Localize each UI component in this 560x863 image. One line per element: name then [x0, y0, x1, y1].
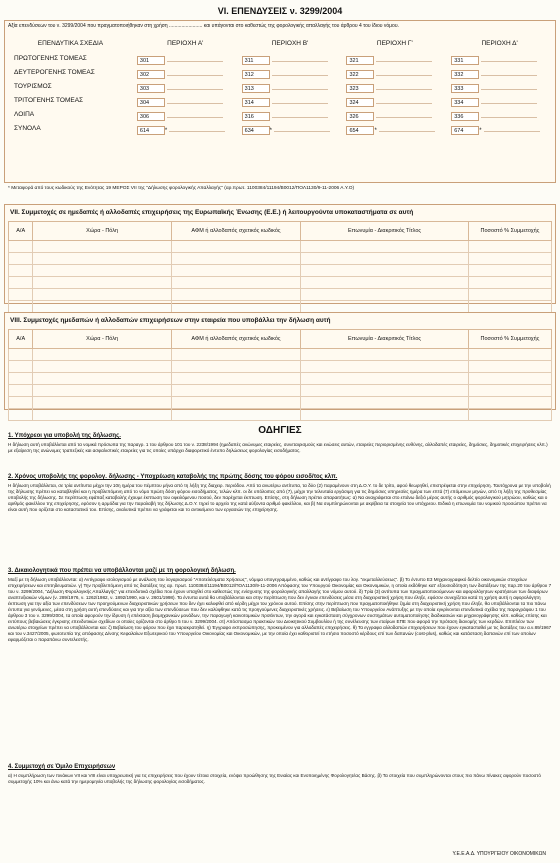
entry-cell[interactable] [468, 361, 551, 373]
section6-title: VI. ΕΠΕΝΔΥΣΕΙΣ ν. 3299/2004 [217, 6, 343, 16]
entry-cell[interactable] [468, 265, 551, 277]
amount-field[interactable] [481, 94, 537, 104]
row-label: ΛΟΙΠΑ [14, 110, 35, 118]
field-code: 321 [346, 56, 374, 65]
field-code: 306 [137, 112, 165, 121]
entry-cell[interactable] [9, 253, 33, 265]
entry-cell[interactable] [33, 241, 171, 253]
amount-field[interactable] [169, 122, 225, 132]
column-header: ΑΦΜ ή αλλοδαπός σχετικός κωδικός [171, 222, 300, 241]
table-row [9, 409, 552, 421]
entry-cell[interactable] [301, 385, 469, 397]
entry-cell[interactable] [171, 277, 300, 289]
table-header-cell: ΠΕΡΙΟΧΗ Α' [167, 39, 204, 47]
entry-cell[interactable] [9, 277, 33, 289]
row-label: ΠΡΩΤΟΓΕΝΗΣ ΤΟΜΕΑΣ [14, 54, 87, 62]
table-header-cell: ΕΠΕΝΔΥΤΙΚΑ ΣΧΕΔΙΑ [37, 39, 104, 47]
column-header: Επωνυμία - Διακριτικός Τίτλος [301, 222, 469, 241]
field-code: 333 [451, 84, 479, 93]
table-row [9, 385, 552, 397]
entry-cell[interactable] [468, 397, 551, 409]
amount-field[interactable] [481, 80, 537, 90]
asterisk-mark: * [374, 127, 377, 134]
amount-field[interactable] [167, 66, 223, 76]
entry-cell[interactable] [301, 265, 469, 277]
table-header-cell: ΠΕΡΙΟΧΗ Δ' [481, 39, 518, 47]
entry-cell[interactable] [301, 301, 469, 313]
asterisk-mark: * [269, 127, 273, 134]
entry-cell[interactable] [468, 385, 551, 397]
table-row [9, 265, 552, 277]
section7-title: VII. Συμμετοχές σε ημεδαπές ή αλλοδαπές επιχειρήσεις της Ευρωπαϊκής Ένωσης (Ε.Ε.) ή λειτουργούντα υποκαταστήματα σε αυτή [10, 209, 414, 216]
table-row [8, 65, 552, 79]
amount-field[interactable] [481, 66, 537, 76]
field-code: 304 [137, 98, 165, 107]
field-code: 323 [346, 84, 374, 93]
entry-cell[interactable] [33, 301, 171, 313]
field-code: 313 [242, 84, 270, 93]
instr-heading-4: 4. Συμμετοχή σε Όμιλο Επιχειρήσεων [8, 764, 116, 770]
table-row [9, 361, 552, 373]
entry-cell[interactable] [33, 409, 171, 421]
entry-cell[interactable] [9, 385, 33, 397]
entry-cell[interactable] [33, 361, 171, 373]
entry-cell[interactable] [33, 277, 171, 289]
amount-field[interactable] [167, 52, 223, 62]
entry-cell[interactable] [171, 253, 300, 265]
entry-cell[interactable] [468, 373, 551, 385]
amount-field[interactable] [379, 122, 435, 132]
entry-cell[interactable] [301, 253, 469, 265]
table-header-cell: ΠΕΡΙΟΧΗ Β' [271, 39, 309, 47]
entry-cell[interactable] [301, 397, 469, 409]
entry-cell[interactable] [171, 349, 300, 361]
entry-cell[interactable] [171, 373, 300, 385]
row-label: ΤΡΙΤΟΓΕΝΗΣ ΤΟΜΕΑΣ [14, 96, 84, 104]
field-code: 302 [137, 70, 165, 79]
entry-cell[interactable] [468, 349, 551, 361]
investments-table [8, 35, 552, 135]
entry-cell[interactable] [33, 253, 171, 265]
field-code: 326 [346, 112, 374, 121]
entry-cell[interactable] [468, 301, 551, 313]
entry-cell[interactable] [9, 361, 33, 373]
section8-title: VIII. Συμμετοχές ημεδαπών ή αλλοδαπών επιχειρήσεων στην εταιρεία που υποβάλλει την δήλωση αυτή [10, 317, 331, 324]
table-row [9, 277, 552, 289]
table-row [9, 253, 552, 265]
entry-cell[interactable] [9, 265, 33, 277]
entry-cell[interactable] [9, 241, 33, 253]
amount-field[interactable] [272, 94, 328, 104]
entry-cell[interactable] [171, 397, 300, 409]
entry-cell[interactable] [171, 385, 300, 397]
entry-cell[interactable] [171, 361, 300, 373]
entry-cell[interactable] [9, 397, 33, 409]
entry-cell[interactable] [33, 289, 171, 301]
entry-cell[interactable] [9, 301, 33, 313]
column-header: Ποσοστό % Συμμετοχής [468, 330, 551, 349]
amount-field[interactable] [484, 122, 540, 132]
amount-field[interactable] [272, 108, 328, 118]
amount-field[interactable] [167, 80, 223, 90]
entry-cell[interactable] [301, 289, 469, 301]
entry-cell[interactable] [171, 301, 300, 313]
field-code: 634 [242, 126, 270, 135]
column-header: Α/Α [9, 330, 33, 349]
field-code: 303 [137, 84, 165, 93]
table-row [8, 51, 552, 65]
entry-cell[interactable] [9, 409, 33, 421]
field-code: 322 [346, 70, 374, 79]
footer: Υ.Ε.Ε.Α.Δ. ΥΠΟΥΡΓΕΙΟΥ ΟΙΚΟΝΟΜΙΚΩΝ [452, 851, 546, 857]
entry-cell[interactable] [301, 241, 469, 253]
amount-field[interactable] [167, 94, 223, 104]
entry-cell[interactable] [301, 409, 469, 421]
field-code: 614 [137, 126, 165, 135]
table-row [8, 79, 552, 93]
entry-cell[interactable] [301, 361, 469, 373]
table-row [9, 373, 552, 385]
row-label: ΔΕΥΤΕΡΟΓΕΝΗΣ ΤΟΜΕΑΣ [14, 68, 95, 76]
instr-para-2: Η δήλωση υποβάλλεται, σε τρία αντίτυπα μέχρι την 10η ημέρα του πέμπτου μήνα από τη λήξη της διαχειρ. περιόδου. Από τα ανωτέρω αντίτυπα, τα δύο (2) παραμένουν στη Δ.Ο.Υ. το δε τρίτο, αφού θεωρηθεί, επιστρέφεται στην επιχείρηση. Ταυτόχρονα με την υποβολή της δήλωσης πρέπει να καταβληθεί και η προβλεπόμενη από το νόμο πρώτη δόση φόρου εισοδήματος, τελών κλπ. οι δε υπόλοιπες από (7), μέχρι την τελευταία εργάσιμη για τις δημόσιες υπηρεσίες ημέρα των επτά (7) επόμενων μηνών, από τη λήξη της προθεσμίας υποβολής της δήλωσης. Σε περίπτωση εφάπαξ καταβολής έχουμε έκπτωση του οφειλόμενου ποσού, δεν παρέχεται έκπτωση. Επίσης, στη δήλωση πρέπει απαραιτήτως: α) Να αναγράφεται στο επάνω δεξιό μέρος αυτής ο αριθμός φορολογικού μητρώου, καθώς και ο αριθμός φακέλλου της επιχείρησης, εφόσον η αρμόδια για την παραλαβή της δήλωσης Δ.Ο.Υ. τηρεί το αρχείο της κατά αύξοντα αριθμό φακέλλου, και β) Να συμπληρώνονται με ακρίβεια τα στοιχεία του υπόχρεου. Ειδικά η επωνυμία του νομικού προσώπου πρέπει να είναι αυτή που ορίζεται στο καταστατικό του. Επίσης, αναλυτικά πρέπει να γράφεται και το αντικείμενο των εργασιών της επιχείρησης. [8, 483, 551, 512]
entry-cell[interactable] [468, 241, 551, 253]
field-code: 324 [346, 98, 374, 107]
field-code: 311 [242, 56, 270, 65]
entry-cell[interactable] [33, 349, 171, 361]
row-label: ΤΟΥΡΙΣΜΟΣ [14, 82, 52, 90]
field-code: 314 [242, 98, 270, 107]
section6-intro: Αξία επενδύσεων του ν. 3299/2004 που πραγματοποιήθηκαν στη χρήση ........................ και υπάγονται στο καθεστώς της φορολογικής απαλλαγής του άρθρου 4 του ίδιου νόμου. [8, 23, 399, 29]
table-row [9, 301, 552, 313]
entry-cell[interactable] [33, 265, 171, 277]
amount-field[interactable] [376, 66, 432, 76]
entry-cell[interactable] [468, 253, 551, 265]
asterisk-mark: * [479, 127, 482, 134]
amount-field[interactable] [167, 108, 223, 118]
amount-field[interactable] [376, 52, 432, 62]
section8-table [8, 329, 552, 421]
entry-cell[interactable] [9, 349, 33, 361]
entry-cell[interactable] [171, 289, 300, 301]
amount-field[interactable] [376, 80, 432, 90]
amount-field[interactable] [272, 66, 328, 76]
entry-cell[interactable] [468, 409, 551, 421]
instr-para-3: Μαζί με τη δήλωση υποβάλλονται: α) Αντίγραφο ισολογισμού με ανάλυση του λογαριασμού "Αποτελέσματα Χρήσεως", νόμιμα υπογεγραμμένο, καθώς και αντίγραφο του λογ. "εκμεταλλεύσεως". β) Το έντυπο Ε3 Μηχανογραφικό δελτίο οικονομικών στοιχείων επιχειρήσεων και επιτηδευματιών. γ) Την προβλεπόμενη από τις διατάξεις της αρ. πρωτ. 1100384/11194/Β0012/ΠΟΛ1130/9-11-2006 Απόφασης του Υπουργού Οικονομίας και Οικονομικών, η οποία εκδόθηκε κατ' εξουσιοδότηση των διατάξεων της παρ.20 του άρθρου 7 του ν. 3299/2004, "Δήλωση Φορολογικής Απαλλαγής" για επενδυτικά σχέδια που έχουν υπαχθεί στο καθεστώς της ενίσχυσης της φορολογικής απαλλαγής του νόμου αυτού. δ) Τρία (3) αντίτυπα των πραγματοποιούμενων και αφορολόγητων κρατήσεων των διαφόρων αναπτυξιακών νόμων (ν. 289/1976, ν. 1262/1982, ν. 1892/1990, και ν. 2601/1998). Τα έντυπα αυτά θα υποβάλλονται και στην περίπτωση που δεν έγιναν επενδύσεις μέσα στη διαχειριστική χρήση που έληξε, εφόσον συνεχίζεται κατά τη χρήση αυτή η αφορολόγητη έκπτωση για την αξία των επενδύσεων των προηγούμενων διαχειριστικών χρήσεων που δεν έχει καλυφθεί από κέρδη μέχρι του χρόνου αυτού. Επίσης στην περίπτωση που πραγματοποιήθηκε ζημία στη διαχειριστική χρήση που έληξε, θα υποβάλλονται τα πιο πάνω έντυπα για γενόμενες, μέσα στη χρήση αυτή επενδύσεις και για την αξία των επενδύσεων που δεν καλύφθηκε κατά τις προηγούμενες διαχειριστικές χρήσεις. ε) Βεβαίωση του Υπουργείου Ανάπτυξης με την οποία εγκρίνονται επενδυτικά σχέδια της παραγράφου 1 του άρθρου 3 του ν. 3299/2004, τα οποία αφορούν την ίδρυση ή επέκταση βιομηχανικών μονάδων, την παραγωγή καινοτομικών προϊόντων, την αγορά και εγκατάσταση σύγχρονων συστημάτων αυτοματοποίησης διαδικασιών και μηχανογράφησης κλπ. καθώς επίσης και εντύπους βεβαιώσεις έγκρισης επενδυτικών σχεδίων οι οποίες ορίζονται στο άρθρο 5 του ν. 3299/2004. στ) Απόσπασμα πρακτικών του Διοικητικού Συμβουλίου ή της συνέλευσης των εταίρων ΕΠΕ που αφορά την πρόταση διανομής των κερδών. Επιπλέον των ανωτέρω στοιχείων πρέπει να υποβάλλονται και: ζ) Βεβαίωση του φόρου που έχει παρακρατηθεί. η) Έγγραφο εκπροσώπησης, προκειμένου για αλλοδαπές επιχειρήσεις. θ) Τα εγγραφα αλλοδαπών επιχειρήσεων που έχουν εγκατασταθεί με τις διατάξεις του α.ν.89/1967 και του ν.3427/2005, φωτοτυπία της απόφασης Δ/νσης Κεφαλαίων Εξωτερικού του Υπουργείου Οικονομίας και Οικονομικών, με την οποία έχει καθοριστεί το ετήσιο ποσοστό κέρδους επί των δαπανών (cost-plus), καθώς και κατάσταση δαπανών επί των οποίων εφαρμόζεται ο παραπάνω συντελεστής. [8, 577, 552, 642]
entry-cell[interactable] [468, 277, 551, 289]
entry-cell[interactable] [301, 373, 469, 385]
amount-field[interactable] [481, 108, 537, 118]
column-header: Επωνυμία - Διακριτικός Τίτλος [301, 330, 469, 349]
entry-cell[interactable] [9, 373, 33, 385]
amount-field[interactable] [272, 52, 328, 62]
entry-cell[interactable] [171, 241, 300, 253]
field-code: 336 [451, 112, 479, 121]
field-code: 301 [137, 56, 165, 65]
entry-cell[interactable] [171, 265, 300, 277]
instr-heading-3: 3. Δικαιολογητικά που πρέπει να υποβάλλονται μαζί με τη φορολογική δήλωση. [8, 568, 236, 574]
entry-cell[interactable] [468, 289, 551, 301]
field-code: 312 [242, 70, 270, 79]
instr-para-4: α) Η συμπλήρωση των πινάκων VII και VIII είναι υποχρεωτική για τις επιχειρήσεις που έχουν τέτοια στοιχεία, ενόψει προώθησης της Ενιαίας και Ενοποιημένης Φορολογητέας Βάσης. β) Τα στοιχεία που συμπληρώνονται στους πιο πάνω πίνακες αφορούν ποσοστό συμμετοχής 10% και άνω κατά την ημερομηνία υποβολής της δήλωσης φορολογίας εισοδήματος. [8, 773, 541, 784]
field-code: 654 [346, 126, 374, 135]
entry-cell[interactable] [33, 385, 171, 397]
table-row [8, 107, 552, 121]
asterisk-mark: * [164, 127, 168, 134]
table-row [9, 349, 552, 361]
amount-field[interactable] [376, 94, 432, 104]
table-row [9, 241, 552, 253]
table-header-cell: ΠΕΡΙΟΧΗ Γ' [376, 39, 413, 47]
table-row [9, 397, 552, 409]
field-code: 332 [451, 70, 479, 79]
row-label: ΣΥΝΟΛΑ [14, 124, 41, 132]
column-header: ΑΦΜ ή αλλοδαπός σχετικός κωδικός [171, 330, 300, 349]
field-code: 316 [242, 112, 270, 121]
amount-field[interactable] [481, 52, 537, 62]
table-row [9, 289, 552, 301]
amount-field[interactable] [376, 108, 432, 118]
amount-field[interactable] [272, 80, 328, 90]
section6-note: * Μεταφορά από τους κωδικούς της Ενότητας 19 ΜΕΡΟΣ VII της "Δήλωσης φορολογικής Απαλλαγής" (αρ.πρωτ. 1100384/11194/Β0012/ΠΟΛ1130/9-11-2006 Α.Υ.Ο) [8, 186, 355, 191]
instr-para-1: Η δήλωση αυτή υποβάλλεται από τα νομικά πρόσωπα της παραγρ. 1 του άρθρου 101 του ν. 2238/1994 (ημεδαπές ανώνυμες εταιρείες, συνεταιρισμούς και ενώσεις αυτών, εταιρείες περιορισμένης ευθύνης, αλλοδαπές εταιρείες, δημόσιες, δημοτικές επιχειρήσεις κλπ.) με εξαίρεση της ανώνυμες τραπεζικές και ασφαλιστικές εταιρείες για τις οποίες υπάρχει διαφορετικό έντυπο δηλώσεως φορολογίας εισοδήματος. [8, 442, 548, 453]
table-row [8, 121, 552, 135]
column-header: Α/Α [9, 222, 33, 241]
instr-heading-1: 1. Υπόχρεοι για υποβολή της δήλωσης. [8, 433, 121, 439]
column-header: Χώρα - Πόλη [33, 222, 171, 241]
amount-field[interactable] [274, 122, 330, 132]
column-header: Ποσοστό % Συμμετοχής [468, 222, 551, 241]
entry-cell[interactable] [301, 349, 469, 361]
table-row [8, 93, 552, 107]
instructions-title: ΟΔΗΓΙΕΣ [258, 425, 302, 436]
entry-cell[interactable] [33, 397, 171, 409]
entry-cell[interactable] [171, 409, 300, 421]
entry-cell[interactable] [33, 373, 171, 385]
field-code: 334 [451, 98, 479, 107]
field-code: 331 [451, 56, 479, 65]
section7-table [8, 221, 552, 313]
instr-heading-2: 2. Χρόνος υποβολής της φορολογ. δήλωσης - Υποχρέωση καταβολής της πρώτης δόσης του φόρου εισοδ/τος κλπ. [8, 474, 338, 480]
entry-cell[interactable] [301, 277, 469, 289]
entry-cell[interactable] [9, 289, 33, 301]
column-header: Χώρα - Πόλη [33, 330, 171, 349]
field-code: 674 [451, 126, 479, 135]
